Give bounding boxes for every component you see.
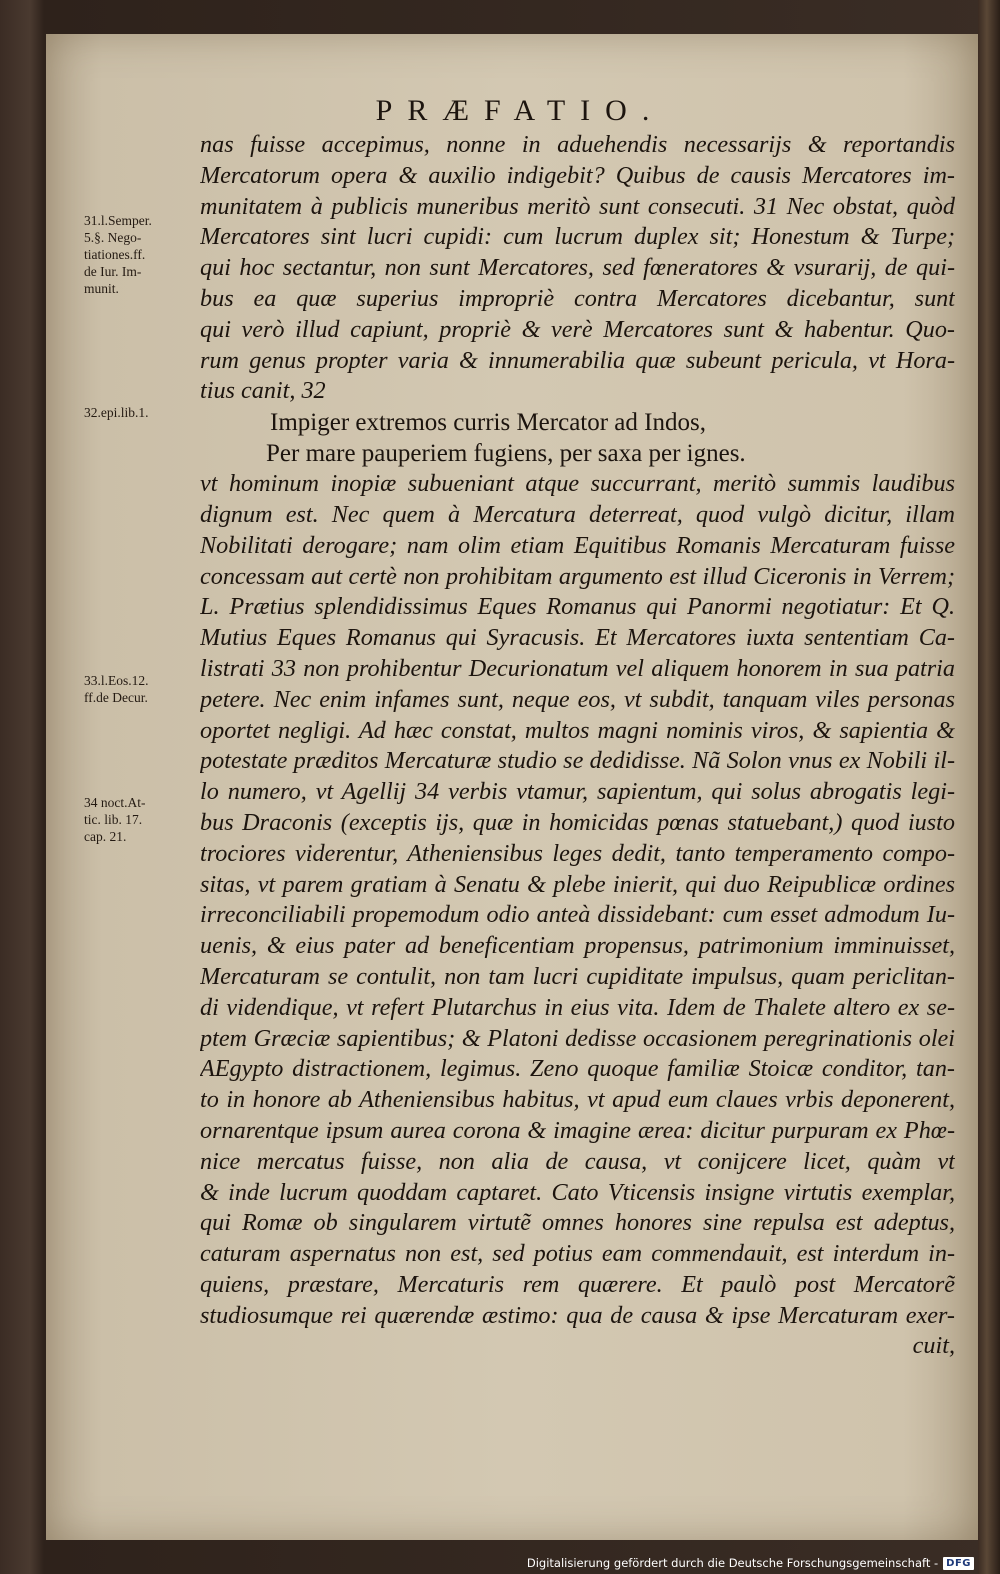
margin-note-line: 32.epi.lib.1. <box>84 405 149 420</box>
verse-line: Impiger extremos curris Mercator ad Indos, <box>270 409 706 437</box>
text-line: tius canit, 32 <box>200 377 326 405</box>
margin-note-line: munit. <box>84 281 119 296</box>
margin-note-33 <box>84 672 202 706</box>
text-line: nas fuisse accepimus, nonne in aduehendis necessarijs & reportandis <box>200 131 955 158</box>
text-line: Nobilitati derogare; nam olim etiam Equitibus Romanis Mercaturam fuisse <box>200 531 955 559</box>
text-line: to in honore ab Atheniensibus habitus, vt apud eum claues vrbis deponerent, <box>200 1086 955 1114</box>
margin-note-32 <box>84 404 202 421</box>
margin-note-line: ff.de Decur. <box>84 690 148 705</box>
text-line: irreconciliabili propemodum odio anteà dissidebant: cum esset admodum Iu- <box>200 901 955 929</box>
text-line: Mercatorum opera & auxilio indigebit? Quibus de causis Mercatores im- <box>200 161 955 189</box>
text-line: qui Romæ ob singularem virtutẽ omnes honores sine repulsa est adeptus, <box>200 1209 955 1237</box>
text-line: oportet negligi. Ad hæc constat, multos magni nominis viros, & sapientia & <box>200 716 955 744</box>
text-line: potestate præditos Mercaturæ studio se dedidisse. Nã Solon vnus ex Nobili il- <box>200 747 955 775</box>
text-line: studiosumque rei quærendæ æstimo: qua de causa & ipse Mercaturam exer- <box>200 1301 955 1329</box>
verse-line: Per mare pauperiem fugiens, per saxa per ignes. <box>266 440 746 468</box>
text-line: vt hominum inopiæ subueniant atque succurrant, meritò summis laudibus <box>200 470 955 498</box>
text-line: quiens, præstare, Mercaturis rem quærere. Et paulò post Mercatorẽ <box>200 1270 955 1298</box>
margin-note-line: tic. lib. 17. <box>84 812 143 827</box>
margin-note-line: 31.l.Semper. <box>84 213 152 228</box>
text-line: dignum est. Nec quem à Mercatura deterreat, quod vulgò dicitur, illam <box>200 500 955 528</box>
text-line: Mercaturam se contulit, non tam lucri cupiditate impulsus, quam periclitan- <box>200 962 955 990</box>
margin-note-31 <box>84 212 202 297</box>
text-line: qui hoc sectantur, non sunt Mercatores, sed fœneratores & vsurarij, de qui- <box>200 254 955 282</box>
body-text <box>200 130 955 1362</box>
dfg-logo: DFG <box>943 1557 974 1570</box>
text-line: ornarentque ipsum aurea corona & imagine ærea: dicitur purpuram ex Phœ- <box>200 1116 955 1144</box>
text-line: cuit, <box>912 1332 955 1360</box>
text-line: munitatem à publicis muneribus meritò sunt consecuti. 31 Nec obstat, quòd <box>200 192 955 220</box>
text-line: L. Prætius splendidissimus Eques Romanus qui Panormi negotiatur: Et Q. <box>200 593 955 621</box>
text-line: nice mercatus fuisse, non alia de causa, vt conijcere licet, quàm vt <box>200 1147 955 1175</box>
text-line: uenis, & eius pater ad beneficentiam propensus, patrimonium imminuisset, <box>200 932 955 960</box>
margin-note-line: de Iur. Im- <box>84 264 142 279</box>
text-line: Mercatores sint lucri cupidi: cum lucrum duplex sit; Honestum & Turpe; <box>200 223 955 251</box>
text-line: ptem Græciæ sapientibus; & Platoni dedisse occasionem peregrinationis olei <box>200 1024 955 1052</box>
margin-note-line: 34 noct.At- <box>84 795 146 810</box>
text-line: di videndique, vt refert Plutarchus in eius vita. Idem de Thalete altero ex se- <box>200 993 955 1021</box>
text-line: petere. Nec enim infames sunt, neque eos, vt subdit, tanquam viles personas <box>200 685 955 713</box>
text-line: concessam aut certè non prohibitam argumento est illud Ciceronis in Verrem; <box>200 562 955 590</box>
text-line: bus ea quæ superius impropriè contra Mercatores dicebantur, sunt <box>200 284 955 312</box>
text-line: rum genus propter varia & innumerabilia quæ subeunt pericula, vt Hora- <box>200 346 955 374</box>
book-binding <box>978 0 1000 1574</box>
text-line: bus Draconis (exceptis ijs, quæ in homicidas pœnas statuebant,) quod iusto <box>200 808 955 836</box>
margin-note-line: 5.§. Nego- <box>84 230 142 245</box>
running-head: PRÆFATIO. <box>375 94 665 127</box>
text-line: lo numero, vt Agellij 34 verbis vtamur, sapientum, qui solus abrogatis legi- <box>200 778 955 806</box>
text-line: trociores viderentur, Atheniensibus leges dedit, tanto temperamento compo- <box>200 839 955 867</box>
text-line: Mutius Eques Romanus qui Syracusis. Et Mercatores iuxta sententiam Ca- <box>200 624 955 652</box>
text-line: caturam aspernatus non est, sed potius eam commendauit, est interdum in- <box>200 1240 955 1268</box>
margin-note-line: cap. 21. <box>84 829 127 844</box>
text-line: AEgypto distractionem, legimus. Zeno quoque familiæ Stoicæ conditor, tan- <box>200 1055 955 1083</box>
margin-note-34 <box>84 794 202 845</box>
text-line: & inde lucrum quoddam captaret. Cato Vticensis insigne virtutis exemplar, <box>200 1178 955 1206</box>
text-line: sitas, vt parem gratiam à Senatu & plebe inierit, qui duo Reipublicæ ordines <box>200 870 955 898</box>
text-line: qui verò illud capiunt, propriè & verè Mercatores sunt & habentur. Quo- <box>200 315 955 343</box>
text-line: listrati 33 non prohibentur Decurionatum vel aliquem honorem in sua patria <box>200 654 955 682</box>
margin-note-line: 33.l.Eos.12. <box>84 673 149 688</box>
digitization-footer <box>527 1556 974 1570</box>
margin-note-line: tiationes.ff. <box>84 247 146 262</box>
funding-credit: Digitalisierung gefördert durch die Deutsche Forschungsgemeinschaft - <box>526 1556 939 1570</box>
